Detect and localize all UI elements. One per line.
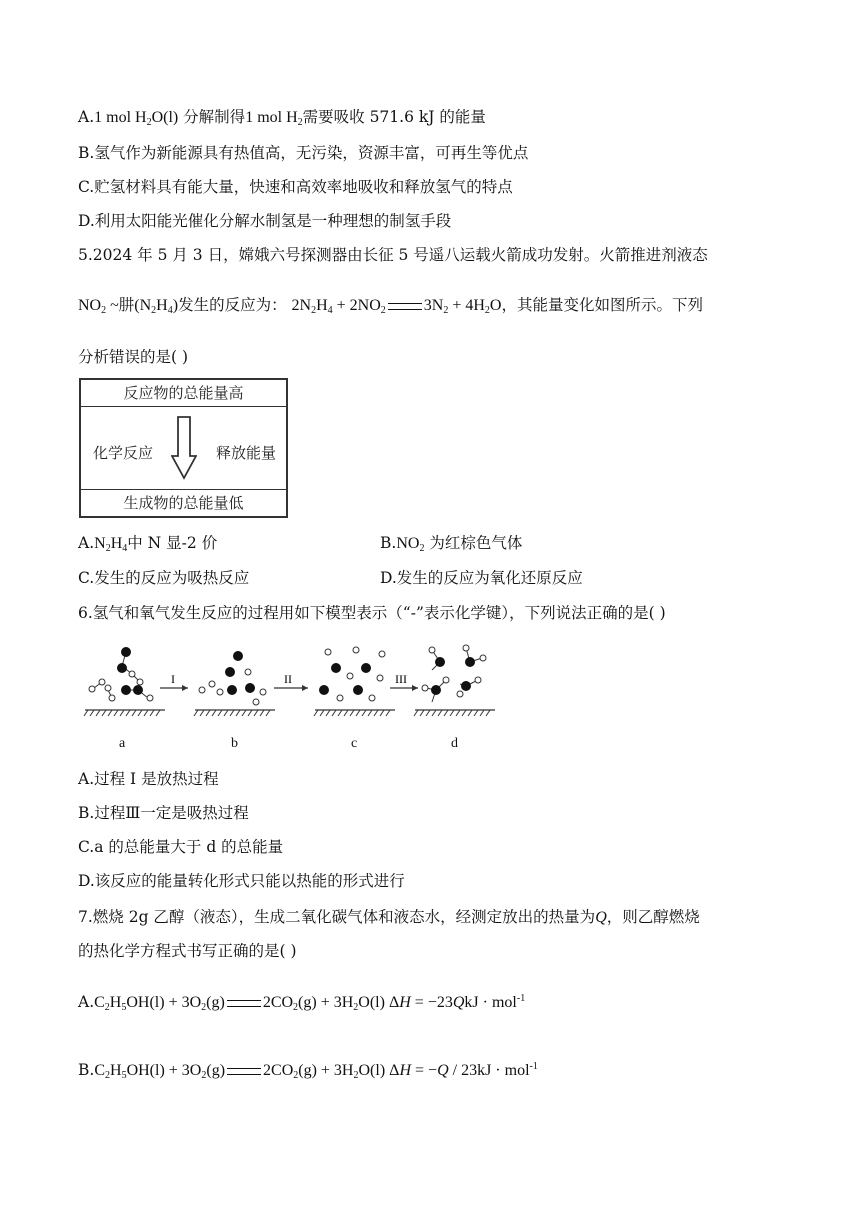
- step-label: I: [171, 672, 175, 686]
- stem-text: 发生的反应为：: [178, 296, 287, 314]
- q4-option-b: B.氢气作为新能源具有热值高，无污染，资源丰富，可再生等优点: [78, 144, 529, 162]
- q5-option-b: $B.NO_2$ 为红棕色气体: [380, 534, 523, 554]
- q6-option-c: C.a 的总能量大于 d 的总能量: [78, 838, 284, 856]
- chemical-reaction-label: 化学反应: [93, 444, 154, 462]
- q7-stem-line2: 的热化学方程式书写正确的是( ): [78, 942, 297, 960]
- diagram-label-a: a: [119, 736, 126, 751]
- diagram-label-b: b: [231, 736, 238, 751]
- down-arrow-icon: [171, 416, 197, 480]
- stem-text-tail: ，其能量变化如图所示。下列: [501, 296, 703, 314]
- q5-option-a: $A.N_2H_4$中 N 显-2 价: [78, 534, 218, 554]
- option-prefix: A.: [78, 108, 95, 126]
- delta-h-sign: −: [428, 1062, 438, 1079]
- reaction-model-diagram: [80, 640, 500, 724]
- q4-option-c: C.贮氢材料具有能大量，快速和高效率地吸收和释放氢气的特点: [78, 178, 513, 196]
- option-text-tail: 需要吸收 571.6 kJ 的能量: [302, 108, 486, 126]
- release-energy-label: 释放能量: [215, 444, 276, 462]
- diagram-label-c: c: [351, 736, 358, 751]
- option-text: 为红棕色气体: [429, 534, 523, 552]
- delta-h-value: −23: [427, 994, 453, 1011]
- hydrazine-word: 肼: [118, 296, 135, 314]
- q6-stem: 6.氢气和氧气发生反应的过程用如下模型表示（“-”表示化学键），下列说法正确的是( ): [78, 604, 666, 622]
- product-energy-label: 生成物的总能量低: [81, 489, 286, 516]
- q7-option-b: $B.C_2H_5OH(l) + 3O_2(g) 2CO_2(g) + 3H_2O(l) \Delta H = -Q / 23kJ \cdot mol^{-1}$: [78, 1061, 538, 1081]
- q4-option-d: D.利用太阳能光催化分解水制氢是一种理想的制氢手段: [78, 212, 452, 230]
- q5-stem-line1: 5.2024 年 5 月 3 日，嫦娥六号探测器由长征 5 号遥八运载火箭成功发射。火箭推进剂液态: [78, 246, 708, 264]
- reactant-energy-label: 反应物的总能量高: [81, 380, 286, 407]
- q7-stem-line1: [78, 906, 700, 929]
- step-label: III: [395, 672, 407, 686]
- q7-option-a: $A.C_2H_5OH(l) + 3O_2(g) 2CO_2(g) + 3H_2O(l) \Delta H = -23QkJ \cdot mol^{-1}$: [78, 993, 526, 1013]
- q5-stem-line2: $NO_2$ ~肼$(N_2H_4)$发生的反应为： $2N_2H_4 + 2NO_2$ $3N_2 + 4H_2O$，其能量变化如图所示。下列: [78, 296, 703, 316]
- delta-h-tail: / 23kJ · mol: [448, 1062, 530, 1079]
- energy-diagram-box: [79, 378, 288, 518]
- option-text: 中 N 显-2 价: [127, 534, 218, 552]
- heat-symbol: Q: [595, 909, 607, 926]
- diagram-label-d: d: [451, 736, 458, 751]
- stem-text: 7.燃烧 2g 乙醇（液态），生成二氧化碳气体和液态水，经测定放出的热量为: [78, 908, 596, 926]
- q4-option-a: A.1 mol $H_2O(l)$ 分解制得1 mol $H_2$需要吸收 571.6 kJ 的能量: [78, 108, 486, 128]
- option-prefix: A.: [78, 993, 95, 1011]
- step-label: II: [284, 672, 292, 686]
- q6-option-b: B.过程Ⅲ一定是吸热过程: [78, 804, 249, 822]
- option-prefix: B.: [380, 534, 397, 552]
- option-prefix: A.: [78, 534, 95, 552]
- q6-option-a: A.过程 I 是放热过程: [78, 770, 219, 788]
- q5-stem-line3: 分析错误的是( ): [78, 348, 189, 366]
- q6-option-d: D.该反应的能量转化形式只能以热能的形式进行: [78, 872, 405, 890]
- q5-option-d: D.发生的反应为氧化还原反应: [380, 569, 583, 587]
- option-prefix: B.: [78, 1061, 95, 1079]
- stem-text-tail: ，则乙醇燃烧: [606, 908, 700, 926]
- option-text: 分解制得: [183, 108, 246, 126]
- q5-option-c: C.发生的反应为吸热反应: [78, 569, 250, 587]
